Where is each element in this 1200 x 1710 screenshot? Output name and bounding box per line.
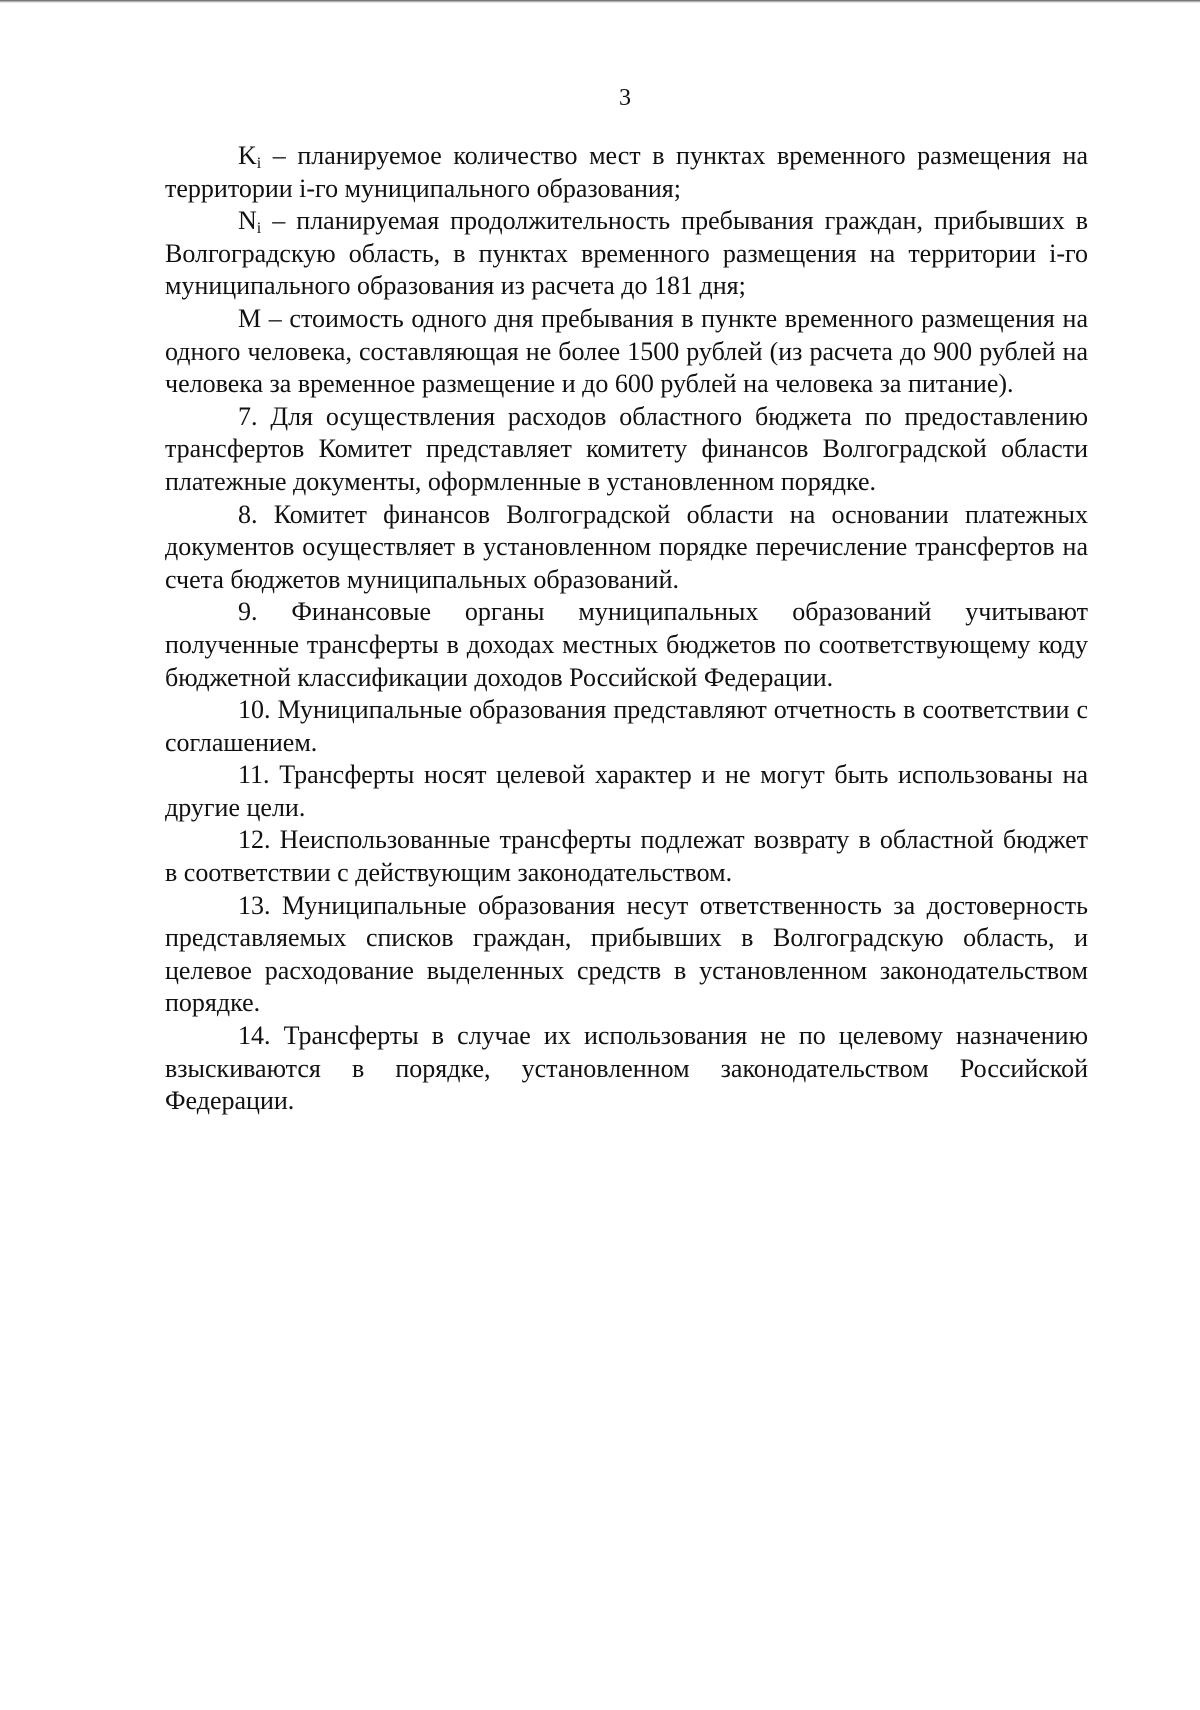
paragraph-item-8: 8. Комитет финансов Волгоградской области на основании платежных документов осуществляет в установленном порядке перечисление трансфертов на счета бюджетов муниципальных образований. — [165, 499, 1088, 594]
formula-symbol-n: $N_i$ — [238, 206, 262, 238]
paragraph-item-10: 10. Муниципальные образования представляют отчетность в соответствии с соглашением. — [165, 695, 1088, 757]
paragraph-ki-definition — [165, 140, 1088, 205]
document-body — [165, 140, 1088, 1118]
paragraph-text: – планируемая продолжительность пребывания граждан, прибывших в Волгоградскую область, в пунктах временного размещения на территории i-го муниципального образования из расчета до 181 дня; — [165, 206, 1088, 301]
paragraph-item-7: 7. Для осуществления расходов областного бюджета по предоставлению трансфертов Комитет представляет комитету финансов Волгоградской области платежные документы, оформленные в установленном порядке. — [165, 401, 1088, 496]
paragraph-item-13: 13. Муниципальные образования несут ответственность за достоверность представляемых списков граждан, прибывших в Волгоградскую область, и целевое расходование выделенных средств в установленном законодательством порядке. — [165, 890, 1088, 1018]
paragraph-item-12: 12. Неиспользованные трансферты подлежат возврату в областной бюджет в соответствии с действующим законодательством. — [165, 825, 1088, 888]
paragraph-item-11: 11. Трансферты носят целевой характер и не могут быть использованы на другие цели. — [165, 760, 1088, 822]
formula-symbol-k: $K_i$ — [238, 141, 262, 172]
paragraph-ni-definition — [165, 205, 1088, 303]
page-number: 3 — [619, 85, 631, 111]
scan-edge — [0, 0, 1200, 3]
paragraph-m-definition: М – стоимость одного дня пребывания в пункте временного размещения на одного человека, составляющая не более 1500 рублей (из расчета до 900 рублей на человека за временное размещение и до 600 рублей на человека за питание). — [165, 303, 1088, 399]
paragraph-text: – планируемое количество мест в пунктах временного размещения на территории i-го муниципального образования; — [165, 141, 1088, 203]
paragraph-item-9: 9. Финансовые органы муниципальных образований учитывают полученные трансферты в доходах местных бюджетов по соответствующему коду бюджетной классификации доходов Российской Федерации. — [165, 597, 1088, 692]
paragraph-item-14: 14. Трансферты в случае их использования не по целевому назначению взыскиваются в порядке, установленном законодательством Российской Федерации. — [165, 1021, 1088, 1116]
